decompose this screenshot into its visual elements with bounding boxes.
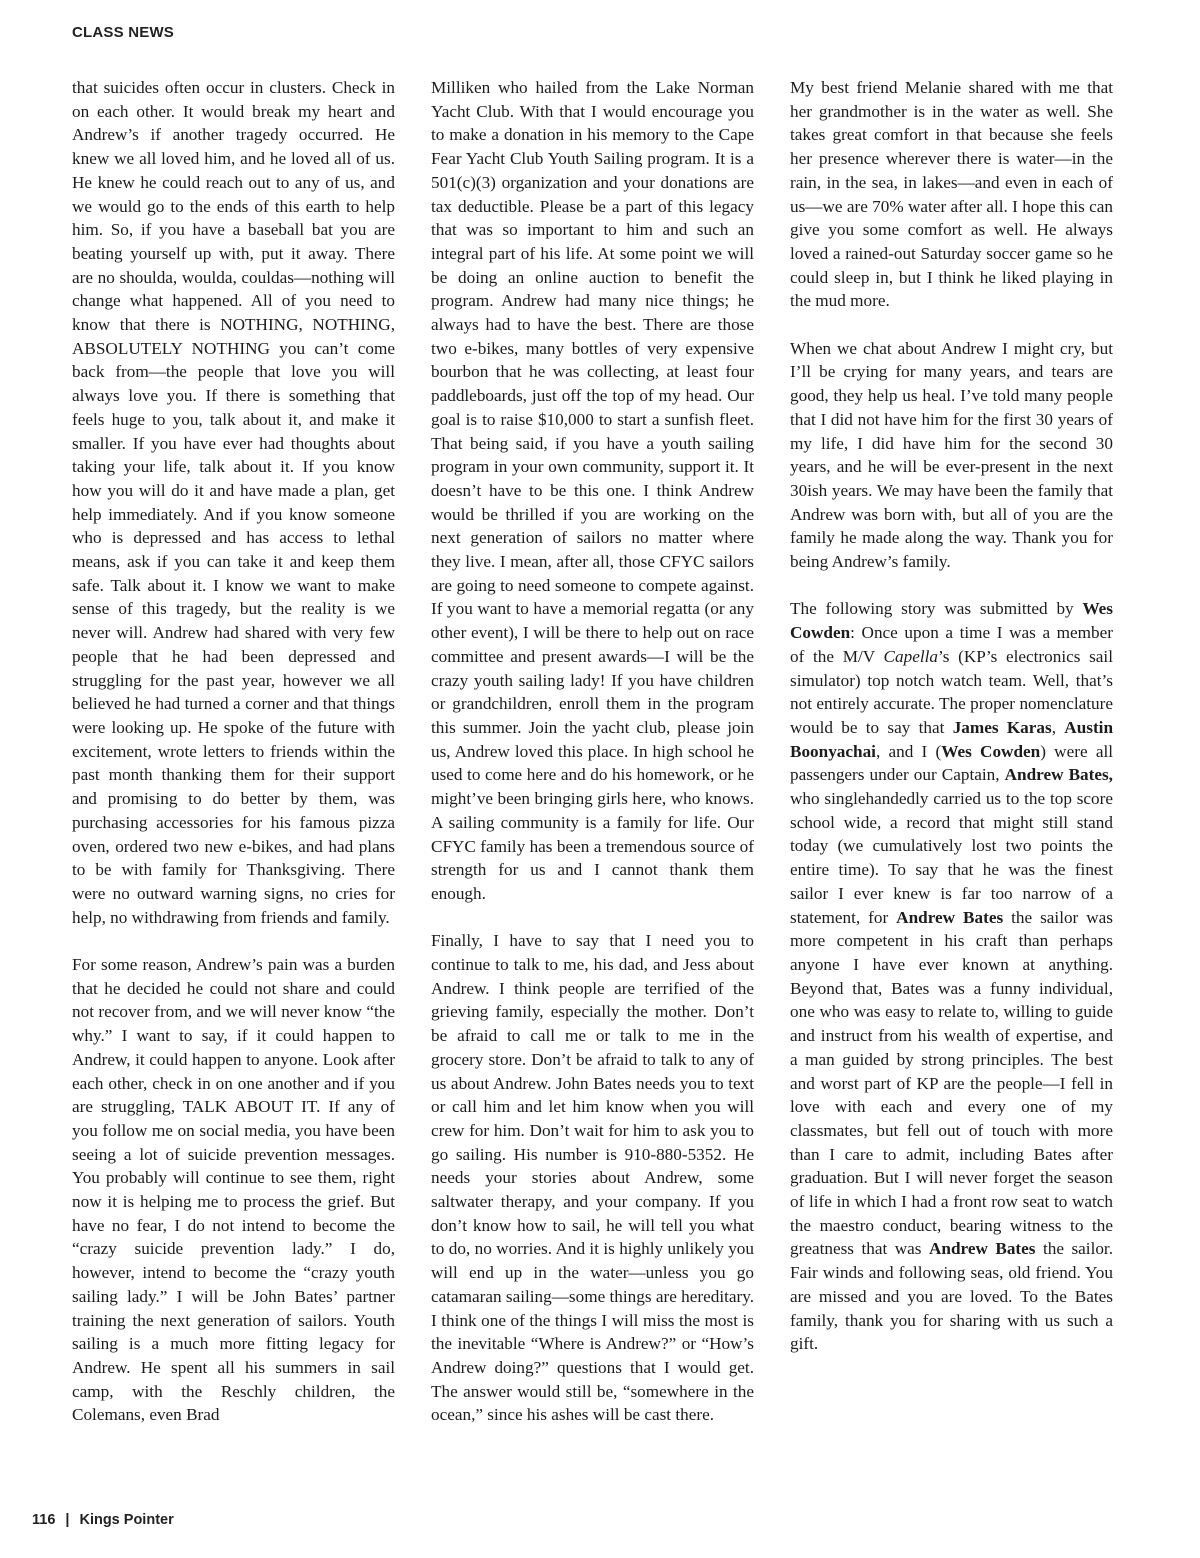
text-run: : Once upon a time I was a member of the M/V	[790, 623, 1113, 666]
page-number: 116	[32, 1512, 56, 1528]
paragraph: For some reason, Andrew’s pain was a burden that he decided he could not share and could not recover from, and we will never know “the why.” I want to say, if it could happen to Andrew, it could happen to anyone. Look after each other, check in on one another and if you are struggling, TALK ABOUT IT. If any of you follow me on social media, you have been seeing a lot of suicide prevention messages. You probably will continue to see them, right now it is helping me to process the grief. But have no fear, I do not intend to become the “crazy suicide prevention lady.” I do, however, intend to become the “crazy youth sailing lady.” I will be John Bates’ partner training the next generation of sailors. Youth sailing is a much more fitting legacy for Andrew. He spent all his summers in sail camp, with the Reschly children, the Colemans, even Brad	[72, 955, 395, 1425]
text-run: who singlehandedly carried us to the top score school wide, a record that might still stand today (we cumulatively lost two points the entire time). To say that he was the finest sailor I ever knew is far too narrow of a statement, for	[790, 789, 1113, 927]
paragraph: Milliken who hailed from the Lake Norman Yacht Club. With that I would encourage you to make a donation in his memory to the Cape Fear Yacht Club Youth Sailing program. It is a 501(c)(3) organization and your donations are tax deductible. Please be a part of this legacy that was so important to him and such an integral part of his life. At some point we will be doing an online auction to benefit the program. Andrew had many nice things; he always had to have the best. There are those two e-bikes, many bottles of very expensive bourbon that he was collecting, at least four paddleboards, just off the top of my head. Our goal is to raise $10,000 to start a sunfish fleet. That being said, if you have a youth sailing program in your own community, support it. It doesn’t have to be this one. I think Andrew would be thrilled if you are working on the next generation of sailors no matter where they live. I mean, after all, those CFYC sailors are going to need someone to compete against. If you want to have a memorial regatta (or any other event), I will be there to help out on race committee and present awards—I will be the crazy youth sailing lady! If you have children or grandchildren, enroll them in the program this summer. Join the yacht club, please join us, Andrew loved this place. In high school he used to come here and do his homework, or he might’ve been bringing girls here, who knows. A sailing community is a family for life. Our CFYC family has been a tremendous source of strength for us and I cannot thank them enough.	[431, 78, 754, 903]
person-name: Wes Cowden	[790, 599, 1113, 643]
paragraph: When we chat about Andrew I might cry, but I’ll be crying for many years, and tears are good, they help us heal. I’ve told many people that I did not have him for the first 30 years of my life, I did have him for the second 30 years, and he will be ever-present in the next 30ish years. We may have been the family that Andrew was born with, but all of you are the family he made along the way. Thank you for being Andrew’s family.	[790, 338, 1113, 572]
page-footer	[32, 1512, 174, 1528]
text-run: The following story was submitted by	[790, 599, 1083, 619]
vessel-name: Capella	[883, 646, 938, 666]
footer-separator: |	[65, 1512, 70, 1528]
person-name: Austin Boonyachai	[790, 717, 1114, 761]
column-1	[72, 76, 395, 1496]
text-run: the sailor was more competent in his craft than perhaps anyone I have ever known at anything. Beyond that, Bates was a funny individual, one who was easy to relate to, willing to guide and instruct from his wealth of expertise, and a man guided by strong principles. The best and worst part of KP are the people—I fell in love with each and every one of my classmates, but fell out of touch with more than I care to admit, including Bates after graduation. But I will never forget the season of life in which I had a front row seat to watch the maestro conduct, bearing witness to the greatness that was	[790, 907, 1113, 1259]
article-body	[72, 76, 1112, 1496]
person-name: Andrew Bates	[928, 1239, 1036, 1259]
person-name: Andrew Bates	[896, 907, 1004, 927]
text-run: ’s (KP’s electronics sail simulator) top notch watch team. Well, that’s not entirely accurate. The proper nomenclature would be to say that	[790, 646, 1113, 737]
person-name: Wes Cowden	[941, 741, 1041, 761]
text-run: , and I (	[875, 741, 942, 761]
person-name: Andrew Bates,	[1004, 765, 1113, 785]
text-run: the sailor. Fair winds and following seas, old friend. You are missed and you are loved. To the Bates family, thank you for sharing with us such a gift.	[790, 1239, 1114, 1354]
person-name: James Karas	[952, 717, 1052, 737]
paragraph: that suicides often occur in clusters. Check in on each other. It would break my heart and Andrew’s if another tragedy occurred. He knew we all loved him, and he loved all of us. He knew he could reach out to any of us, and we would go to the ends of this earth to help him. So, if you have a baseball bat you are beating yourself up with, put it away. There are no shoulda, woulda, couldas—nothing will change what happened. All of you need to know that there is NOTHING, NOTHING, ABSOLUTELY NOTHING you can’t come back from—the people that love you will always love you. If there is something that feels huge to you, talk about it, and make it smaller. If you have ever had thoughts about taking your life, talk about it. If you know how you will do it and have made a plan, get help immediately. And if you know someone who is depressed and has access to lethal means, ask if you can take it and keep them safe. Talk about it. I know we want to make sense of this tragedy, but the reality is we never will. Andrew had shared with very few people that he had been depressed and struggling for the past year, however we all believed he had turned a corner and that things were looking up. He spoke of the future with excitement, wrote letters to friends within the past month thanking them for their support and promising to do better by them, was purchasing accessories for his famous pizza oven, ordered two new e-bikes, and had plans to be with family for Thanksgiving. There were no outward warning signs, no cries for help, no withdrawing from friends and family.	[72, 78, 395, 927]
text-run: ) were all passengers under our Captain,	[790, 741, 1113, 785]
section-label: CLASS NEWS	[72, 24, 175, 41]
publication-name: Kings Pointer	[79, 1512, 174, 1528]
paragraph: My best friend Melanie shared with me that her grandmother is in the water as well. She takes great comfort in that because she feels her presence wherever there is water—in the rain, in the sea, in lakes—and even in each of us—we are 70% water after all. I hope this can give you some comfort as well. He always loved a rained-out Saturday soccer game so he could sleep in, but I think he liked playing in the mud more.	[790, 78, 1113, 311]
column-3	[790, 76, 1113, 1496]
paragraph	[790, 597, 1113, 1356]
paragraph: Finally, I have to say that I need you to continue to talk to me, his dad, and Jess about Andrew. I think people are terrified of the grieving family, especially the mother. Don’t be afraid to call me or talk to me in the grocery store. Don’t be afraid to talk to any of us about Andrew. John Bates needs you to text or call him and let him know when you will crew for him. Don’t wait for him to ask you to go sailing. His number is 910-880-5352. He needs your stories about Andrew, some saltwater therapy, and your company. If you don’t know how to sail, he will tell you what to do, no worries. And it is highly unlikely you will end up in the water—unless you go catamaran sailing—some things are hereditary. I think one of the things I will miss the most is the inevitable “Where is Andrew?” or “How’s Andrew doing?” questions that I would get. The answer would still be, “somewhere in the ocean,” since his ashes will be cast there.	[431, 931, 754, 1425]
text-run: ,	[1051, 717, 1065, 737]
column-2	[431, 76, 754, 1496]
